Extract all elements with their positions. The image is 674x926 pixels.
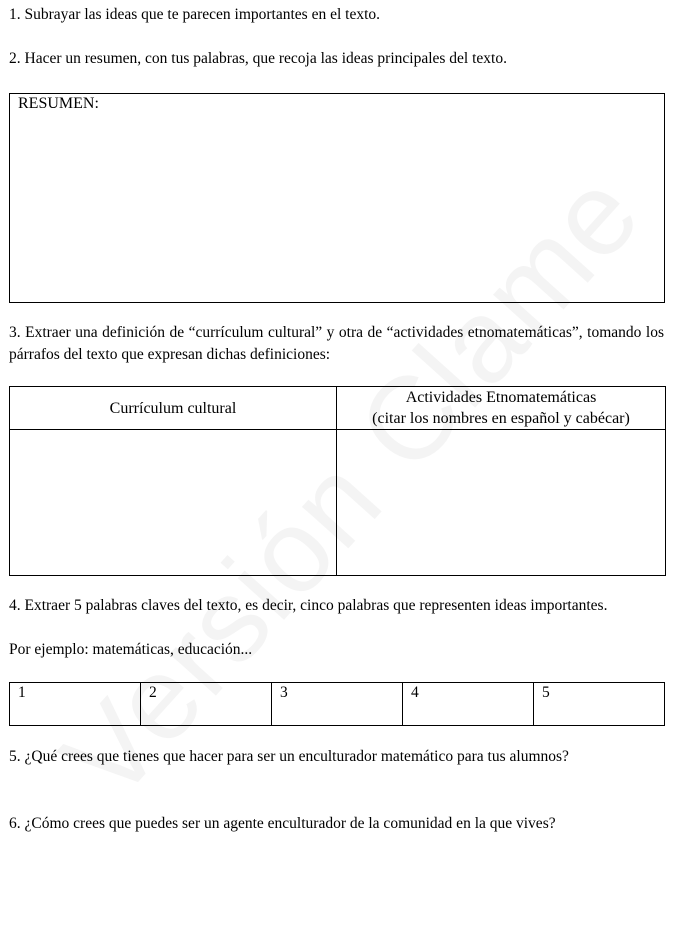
keyword-cell-1[interactable]: 1 bbox=[10, 683, 141, 726]
curriculum-cultural-answer-cell[interactable] bbox=[10, 430, 337, 576]
definitions-table bbox=[9, 386, 666, 576]
summary-box[interactable] bbox=[9, 93, 665, 303]
header-actividades-title: Actividades Etnomatemáticas bbox=[405, 389, 597, 406]
question-4: 4. Extraer 5 palabras claves del texto, es decir, cinco palabras que representen ideas importantes. bbox=[9, 597, 608, 614]
actividades-answer-cell[interactable] bbox=[337, 430, 666, 576]
keyword-cell-2[interactable]: 2 bbox=[141, 683, 272, 726]
question-2: 2. Hacer un resumen, con tus palabras, que recoja las ideas principales del texto. bbox=[9, 50, 507, 67]
summary-label: RESUMEN: bbox=[18, 95, 99, 112]
header-curriculum-cultural: Currículum cultural bbox=[10, 387, 337, 430]
keyword-cell-5[interactable]: 5 bbox=[534, 683, 665, 726]
keyword-cell-3[interactable]: 3 bbox=[272, 683, 403, 726]
question-4-example: Por ejemplo: matemáticas, educación... bbox=[9, 641, 253, 658]
keyword-cell-4[interactable]: 4 bbox=[403, 683, 534, 726]
question-5: 5. ¿Qué crees que tienes que hacer para ser un enculturador matemático para tus alumnos? bbox=[9, 748, 569, 765]
header-actividades-etnomatematicas bbox=[337, 387, 666, 430]
question-3: 3. Extraer una definición de “currículum cultural” y otra de “actividades etnomatemáticas”, tomando los párrafos del texto que expresan dichas definiciones: bbox=[9, 324, 664, 363]
question-6: 6. ¿Cómo crees que puedes ser un agente enculturador de la comunidad en la que vives? bbox=[9, 815, 556, 832]
keywords-table bbox=[9, 682, 665, 726]
header-actividades-note: (citar los nombres en español y cabécar) bbox=[372, 410, 630, 427]
question-1: 1. Subrayar las ideas que te parecen importantes en el texto. bbox=[9, 6, 381, 23]
